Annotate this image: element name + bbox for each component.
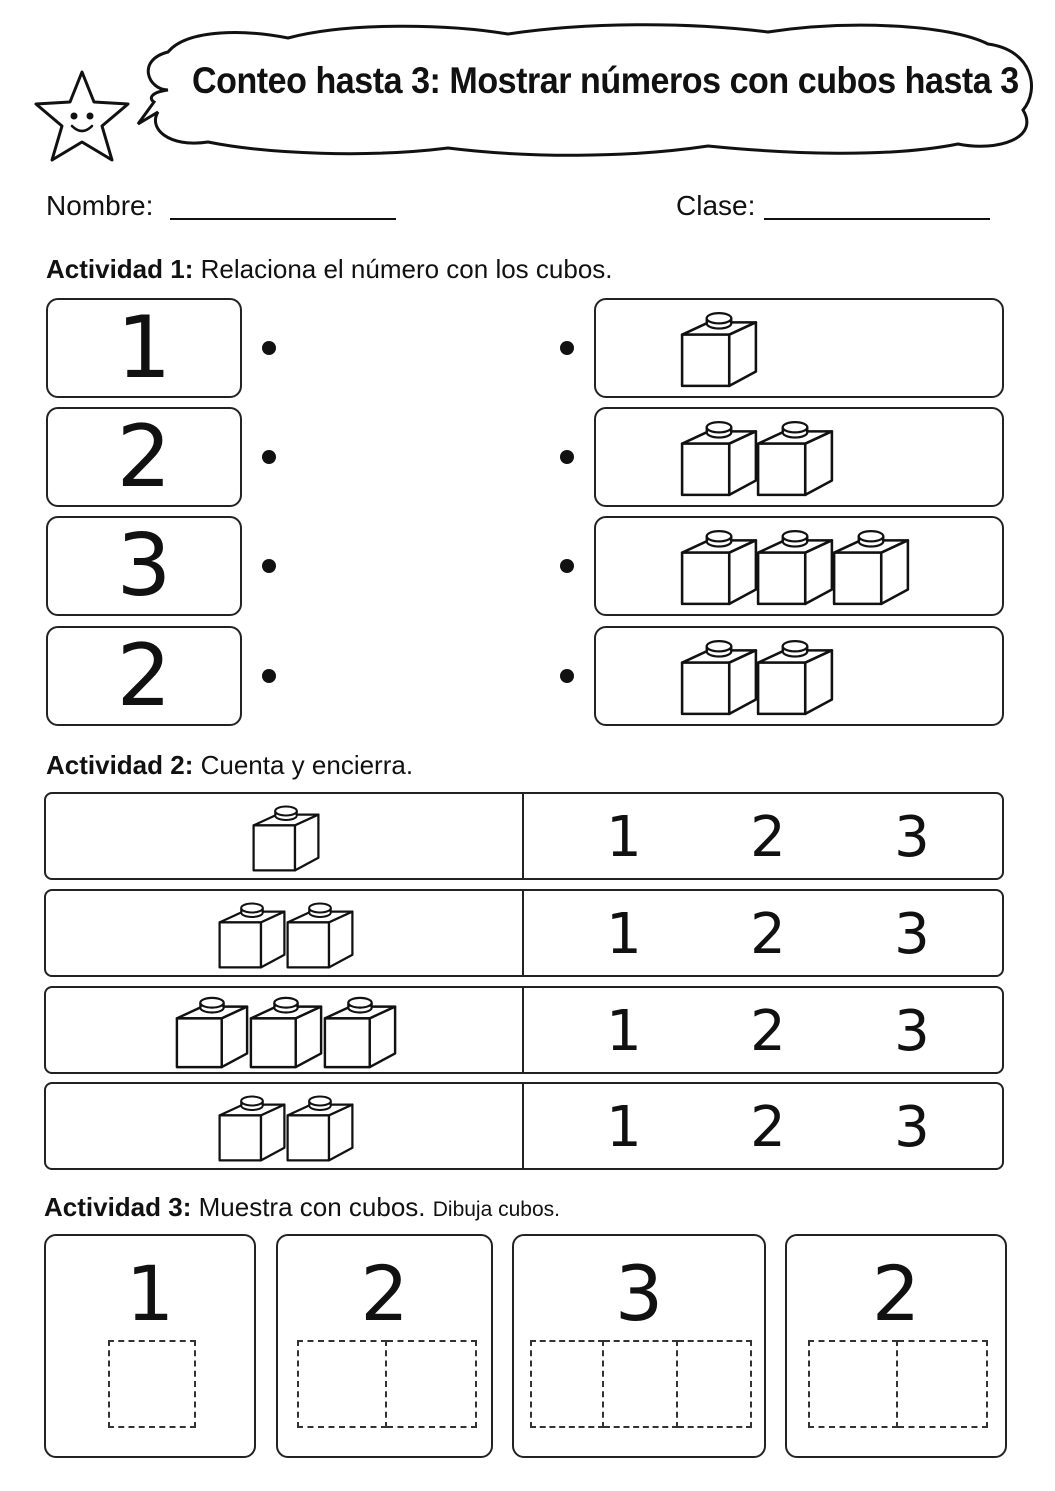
match-dot-left[interactable]	[262, 669, 276, 683]
show-card	[276, 1234, 493, 1458]
cube-icon	[678, 526, 760, 608]
activity2-heading-bold: Actividad 2:	[46, 750, 194, 780]
cube-icon	[321, 993, 399, 1071]
count-row	[44, 792, 1004, 880]
draw-area[interactable]	[808, 1340, 988, 1428]
draw-box[interactable]	[530, 1340, 604, 1428]
draw-box[interactable]	[808, 1340, 898, 1428]
number-choice[interactable]: 2	[750, 805, 786, 870]
cube-icon	[678, 308, 760, 390]
draw-box[interactable]	[604, 1340, 678, 1428]
cube-card	[594, 298, 1004, 398]
number-choice[interactable]: 1	[606, 999, 642, 1064]
match-dot-right[interactable]	[560, 669, 574, 683]
activity1-heading	[46, 254, 613, 285]
activity1-heading-text: Relaciona el número con los cubos.	[200, 254, 613, 284]
cube-group	[250, 802, 322, 879]
cube-group	[678, 417, 836, 504]
number-label: 1	[125, 1249, 175, 1338]
draw-box[interactable]	[387, 1340, 477, 1428]
number-choice[interactable]: 3	[894, 1095, 930, 1160]
activity1-heading-bold: Actividad 1:	[46, 254, 194, 284]
activity3-heading-text: Muestra con cubos.	[198, 1192, 426, 1222]
activity2-heading	[46, 750, 413, 781]
match-dot-right[interactable]	[560, 559, 574, 573]
name-line[interactable]	[170, 218, 396, 220]
cube-icon	[247, 993, 325, 1071]
number-choice[interactable]: 2	[750, 902, 786, 967]
row-divider	[522, 794, 524, 878]
cube-icon	[284, 1092, 356, 1164]
match-dot-left[interactable]	[262, 450, 276, 464]
cube-card	[594, 626, 1004, 726]
cube-icon	[216, 1092, 288, 1164]
draw-area[interactable]	[108, 1340, 196, 1428]
activity3-heading-bold: Actividad 3:	[44, 1192, 192, 1222]
cube-icon	[754, 417, 836, 499]
cube-card	[594, 407, 1004, 507]
cube-icon	[754, 636, 836, 718]
draw-box[interactable]	[297, 1340, 387, 1428]
cube-icon	[173, 993, 251, 1071]
count-row	[44, 986, 1004, 1074]
number-label: 3	[614, 1249, 664, 1338]
cube-group	[173, 993, 399, 1076]
cube-group	[216, 899, 356, 976]
cube-card	[594, 516, 1004, 616]
count-row	[44, 889, 1004, 977]
number-choice[interactable]: 3	[894, 902, 930, 967]
draw-box[interactable]	[898, 1340, 988, 1428]
row-divider	[522, 1084, 524, 1168]
cube-group	[678, 526, 912, 613]
star-icon	[30, 66, 134, 170]
show-card	[44, 1234, 256, 1458]
name-label: Nombre:	[46, 190, 154, 221]
number-choice[interactable]: 2	[750, 999, 786, 1064]
number-card	[46, 516, 242, 616]
number-label: 2	[871, 1249, 921, 1338]
number-card	[46, 407, 242, 507]
draw-area[interactable]	[297, 1340, 477, 1428]
number-choice[interactable]: 1	[606, 1095, 642, 1160]
cube-icon	[754, 526, 836, 608]
show-card	[512, 1234, 766, 1458]
number-label: 2	[116, 407, 172, 507]
draw-area[interactable]	[530, 1340, 752, 1428]
number-choice[interactable]: 1	[606, 902, 642, 967]
draw-box[interactable]	[108, 1340, 196, 1428]
activity3-heading	[44, 1192, 560, 1223]
row-divider	[522, 891, 524, 975]
show-card	[785, 1234, 1007, 1458]
number-label: 1	[116, 298, 172, 398]
activity2-heading-text: Cuenta y encierra.	[200, 750, 414, 780]
cube-group	[678, 308, 760, 395]
number-label: 3	[116, 516, 172, 616]
cube-icon	[830, 526, 912, 608]
class-label: Clase:	[676, 190, 756, 221]
match-dot-right[interactable]	[560, 341, 574, 355]
number-choice[interactable]: 3	[894, 999, 930, 1064]
match-dot-left[interactable]	[262, 559, 276, 573]
draw-box[interactable]	[678, 1340, 752, 1428]
number-choice[interactable]: 2	[750, 1095, 786, 1160]
cube-icon	[216, 899, 288, 971]
number-choice[interactable]: 3	[894, 805, 930, 870]
cube-icon	[284, 899, 356, 971]
activity3-heading-extra: Dibuja cubos.	[432, 1198, 560, 1221]
number-card	[46, 298, 242, 398]
number-card	[46, 626, 242, 726]
cube-icon	[678, 417, 760, 499]
row-divider	[522, 988, 524, 1072]
class-line[interactable]	[764, 218, 990, 220]
number-label: 2	[116, 626, 172, 726]
cube-icon	[250, 802, 322, 874]
match-dot-left[interactable]	[262, 341, 276, 355]
page-title: Conteo hasta 3: Mostrar números con cubos hasta 3	[192, 60, 1019, 101]
cube-group	[216, 1092, 356, 1169]
count-row	[44, 1082, 1004, 1170]
number-label: 2	[360, 1249, 409, 1338]
cube-group	[678, 636, 836, 723]
number-choice[interactable]: 1	[606, 805, 642, 870]
cube-icon	[678, 636, 760, 718]
match-dot-right[interactable]	[560, 450, 574, 464]
